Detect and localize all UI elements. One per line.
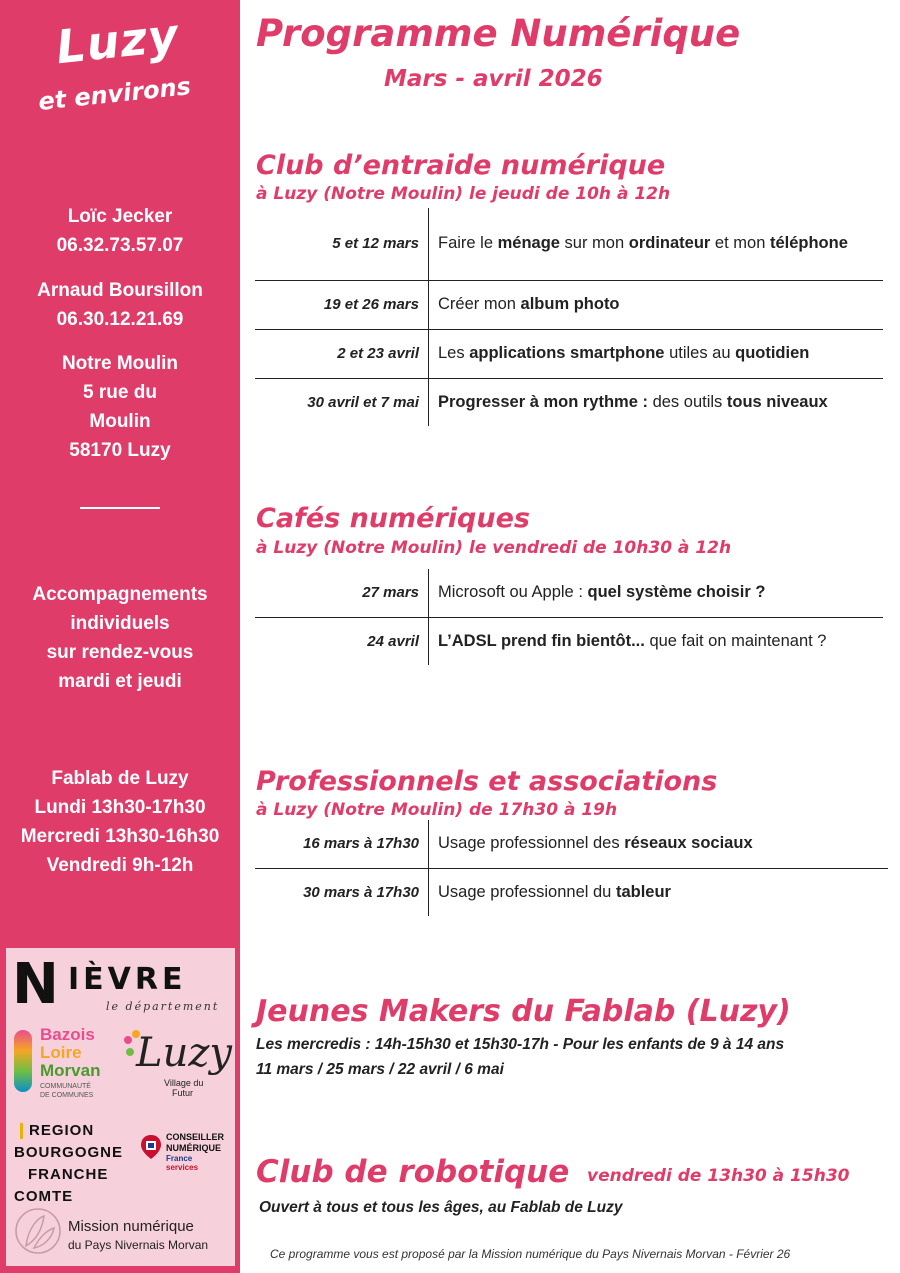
topic-text: que fait on maintenant ? xyxy=(644,631,827,650)
topic-text: et mon xyxy=(710,234,770,253)
emphasis-text: tableur xyxy=(615,882,671,901)
session-topic xyxy=(429,868,889,916)
session-date: 30 mars à 17h30 xyxy=(255,868,429,916)
table-row xyxy=(255,868,888,916)
emphasis-text: ordinateur xyxy=(628,234,711,253)
partner-logos xyxy=(6,948,235,1266)
footer-note: Ce programme vous est proposé par la Mission numérique du Pays Nivernais Morvan - Février 26 xyxy=(270,1247,791,1261)
blm-sub: DE COMMUNES xyxy=(40,1092,94,1099)
france-services-text xyxy=(166,1154,198,1172)
accomp-line: sur rendez-vous xyxy=(46,642,194,663)
emphasis-text: réseaux sociaux xyxy=(624,834,753,853)
fablab-line: Vendredi 9h-12h xyxy=(46,855,194,876)
topic-text: utiles au xyxy=(664,344,736,362)
page-title: Programme Numérique xyxy=(256,12,741,55)
table-row xyxy=(255,569,883,617)
page-period: Mars - avril 2026 xyxy=(384,66,603,92)
section-title-cafes: Cafés numériques xyxy=(256,503,530,534)
region-word: REGION xyxy=(29,1122,95,1139)
conseiller-text xyxy=(166,1132,224,1154)
session-date: 27 mars xyxy=(255,569,429,617)
luzy-sub: Village du xyxy=(164,1078,204,1088)
luzy-word: Luzy xyxy=(136,1030,232,1076)
nievre-logo-sub: le département xyxy=(106,1000,220,1013)
table-row xyxy=(255,617,883,665)
section-title-pros: Professionnels et associations xyxy=(256,766,718,797)
blm-logo xyxy=(10,1024,120,1104)
fablab-hours xyxy=(0,764,240,880)
section-title-robotique: Club de robotique xyxy=(256,1154,570,1190)
session-topic xyxy=(429,378,884,426)
blm-word: Loire xyxy=(40,1043,82,1062)
emphasis-text: téléphone xyxy=(769,234,848,253)
session-date: 2 et 23 avril xyxy=(255,329,429,378)
address-line: 58170 Luzy xyxy=(69,440,171,461)
contact-phone[interactable]: 06.32.73.57.07 xyxy=(56,235,184,256)
table-row xyxy=(255,208,883,280)
divider xyxy=(80,507,160,509)
blm-sub: COMMUNAUTÉ xyxy=(40,1083,91,1090)
emphasis-text: quel système choisir ? xyxy=(587,583,766,602)
nievre-logo-initial: N xyxy=(12,952,59,1017)
fablab-line: Mercredi 13h30-16h30 xyxy=(20,826,220,847)
contact-jecker xyxy=(0,202,240,260)
conseiller-numerique-logo xyxy=(140,1132,232,1174)
section-subtitle-cafes: à Luzy (Notre Moulin) le vendredi de 10h30 à 12h xyxy=(256,538,732,558)
topic-text: Les xyxy=(438,344,470,362)
contact-name: Arnaud Boursillon xyxy=(37,280,203,301)
region-word: COMTE xyxy=(14,1188,74,1205)
session-topic xyxy=(429,208,884,280)
session-topic xyxy=(429,280,884,329)
emphasis-text: album photo xyxy=(520,295,620,313)
contact-phone[interactable]: 06.30.12.21.69 xyxy=(56,309,184,330)
contact-name: Loïc Jecker xyxy=(67,206,173,227)
section-title-club-entraide: Club d’entraide numérique xyxy=(256,150,666,181)
table-row xyxy=(255,280,883,329)
blm-word: Morvan xyxy=(40,1061,101,1080)
makers-dates: 11 mars / 25 mars / 22 avril / 6 mai xyxy=(256,1061,504,1078)
topic-text: Faire le xyxy=(438,234,498,253)
topic-text: Usage professionnel des xyxy=(438,834,625,853)
table-row xyxy=(255,820,888,868)
session-date: 5 et 12 mars xyxy=(255,208,429,280)
luzy-sub: Futur xyxy=(172,1088,194,1098)
location-pin-icon xyxy=(140,1134,162,1160)
session-date: 24 avril xyxy=(255,617,429,665)
mission-title: Mission numérique xyxy=(68,1218,194,1235)
fs-line: France xyxy=(166,1154,193,1163)
robotique-schedule: vendredi de 13h30 à 15h30 xyxy=(587,1166,850,1186)
topic-text: sur mon xyxy=(559,234,629,253)
address xyxy=(0,349,240,465)
accomp-line: Accompagnements xyxy=(32,584,208,605)
emphasis-text: tous niveaux xyxy=(726,392,828,411)
schedule-table-pros xyxy=(255,820,888,916)
session-topic xyxy=(429,569,884,617)
fablab-line: Fablab de Luzy xyxy=(51,768,189,789)
nievre-logo-text: IÈVRE xyxy=(68,962,187,997)
emphasis-text: quotidien xyxy=(735,344,810,362)
contact-boursillon xyxy=(0,276,240,334)
emphasis-text: applications smartphone xyxy=(469,344,665,362)
mission-sub: du Pays Nivernais Morvan xyxy=(68,1238,209,1252)
topic-text: Microsoft ou Apple : xyxy=(438,583,588,602)
session-date: 30 avril et 7 mai xyxy=(255,378,429,426)
leaf-circle-icon xyxy=(14,1206,62,1256)
fs-line: services xyxy=(166,1163,199,1172)
luzy-village-logo xyxy=(122,1030,232,1100)
mission-numerique-logo xyxy=(10,1204,232,1264)
table-row xyxy=(255,329,883,378)
accompagnements xyxy=(0,580,240,696)
section-subtitle-pros: à Luzy (Notre Moulin) de 17h30 à 19h xyxy=(256,800,618,820)
schedule-table-club-entraide xyxy=(255,208,883,426)
accomp-line: mardi et jeudi xyxy=(58,671,182,692)
robotique-info: Ouvert à tous et tous les âges, au Fablab de Luzy xyxy=(259,1199,623,1216)
region-word: BOURGOGNE xyxy=(14,1144,124,1161)
table-row xyxy=(255,378,883,426)
makers-schedule: Les mercredis : 14h-15h30 et 15h30-17h - Pour les enfants de 9 à 14 ans xyxy=(256,1036,785,1053)
address-line: Moulin xyxy=(89,411,151,432)
topic-text: des outils xyxy=(648,392,727,411)
topic-text: Usage professionnel du xyxy=(438,882,616,901)
conseiller-line: NUMÉRIQUE xyxy=(166,1143,222,1153)
fablab-line: Lundi 13h30-17h30 xyxy=(34,797,206,818)
section-subtitle-club-entraide: à Luzy (Notre Moulin) le jeudi de 10h à 12h xyxy=(256,184,671,204)
emphasis-text: Progresser à mon rythme : xyxy=(438,392,648,411)
blm-logo-icon xyxy=(14,1030,32,1092)
brand-luzy: Luzy xyxy=(53,7,182,75)
conseiller-line: CONSEILLER xyxy=(166,1132,225,1142)
session-date: 19 et 26 mars xyxy=(255,280,429,329)
accomp-line: individuels xyxy=(70,613,170,634)
region-word: FRANCHE xyxy=(28,1166,109,1183)
schedule-table-cafes xyxy=(255,569,883,665)
address-line: Notre Moulin xyxy=(61,353,179,374)
session-date: 16 mars à 17h30 xyxy=(255,820,429,868)
session-topic xyxy=(429,617,884,665)
region-logo xyxy=(14,1120,123,1208)
session-topic xyxy=(429,820,889,868)
emphasis-text: ménage xyxy=(497,234,560,253)
brand-et-environs: et environs xyxy=(36,72,193,116)
emphasis-text: L’ADSL prend fin bientôt... xyxy=(438,631,645,650)
address-line: 5 rue du xyxy=(83,382,157,403)
topic-text: Créer mon xyxy=(438,295,521,313)
section-title-makers: Jeunes Makers du Fablab (Luzy) xyxy=(256,994,791,1029)
blm-word: Bazois xyxy=(40,1025,95,1044)
sidebar xyxy=(0,0,240,1273)
session-topic xyxy=(429,329,884,378)
